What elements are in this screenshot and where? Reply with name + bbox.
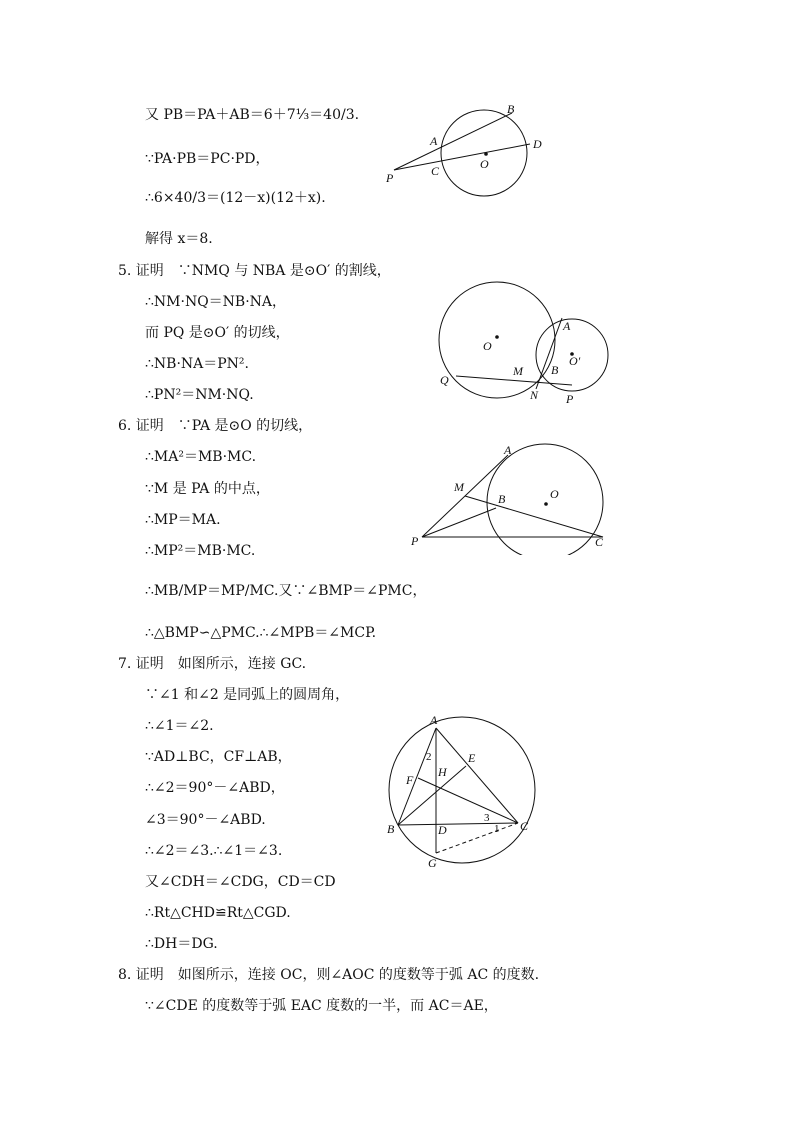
side-ab bbox=[398, 728, 436, 825]
label-o: O bbox=[550, 487, 559, 501]
text-line: ∵AD⊥BC，CF⊥AB， bbox=[145, 749, 292, 765]
text-line: ∴MP＝MA. bbox=[145, 512, 221, 528]
text-line: ∴∠2＝∠3.∴∠1＝∠3. bbox=[145, 843, 283, 859]
text-line: ∵PA·PB＝PC·PD， bbox=[145, 151, 270, 167]
text-line: ∴6×40/3＝(12－x)(12＋x). bbox=[145, 190, 326, 206]
text-line: ∵∠CDE 的度数等于弧 EAC 度数的一半，而 AC＝AE， bbox=[145, 998, 498, 1014]
secant-na bbox=[536, 318, 562, 389]
center-dot bbox=[544, 502, 548, 506]
label-h: H bbox=[438, 765, 447, 779]
label-a: A bbox=[430, 134, 438, 148]
label-p: P bbox=[566, 392, 574, 406]
text-line: 6. 证明 ∵PA 是⊙O 的切线， bbox=[118, 418, 313, 434]
label-b: B bbox=[507, 102, 515, 116]
text-line: ∴MA²＝MB·MC. bbox=[145, 449, 257, 465]
text-line: ∴Rt△CHD≌Rt△CGD. bbox=[145, 905, 291, 921]
label-g: G bbox=[428, 856, 437, 870]
altitude-cf bbox=[418, 778, 518, 823]
label-d: D bbox=[438, 823, 447, 837]
label-p: P bbox=[411, 534, 419, 548]
text-line: 解得 x＝8. bbox=[145, 231, 213, 247]
label-o: O bbox=[483, 339, 492, 353]
secant-mc bbox=[465, 496, 603, 537]
text-line: 5. 证明 ∵NMQ 与 NBA 是⊙O′ 的割线， bbox=[118, 263, 391, 279]
secant-pb bbox=[394, 113, 512, 170]
label-b: B bbox=[551, 363, 559, 377]
text-line: 又 PB＝PA＋AB＝6＋7⅓＝40/3. bbox=[145, 107, 360, 123]
text-line: ∴MB/MP＝MP/MC.又∵∠BMP＝∠PMC， bbox=[145, 583, 427, 599]
figure-1-svg bbox=[380, 95, 550, 205]
label-c: C bbox=[595, 535, 604, 549]
label-3: 3 bbox=[484, 812, 490, 824]
label-1: 1 bbox=[494, 823, 500, 835]
text-line: 而 PQ 是⊙O′ 的切线， bbox=[145, 325, 290, 341]
label-a: A bbox=[430, 713, 438, 727]
text-line: ∠3＝90°－∠ABD. bbox=[145, 812, 266, 828]
figure-4-svg bbox=[380, 710, 540, 875]
label-b: B bbox=[498, 492, 506, 506]
center-dot-o bbox=[495, 335, 499, 339]
label-a: A bbox=[563, 319, 571, 333]
side-ac bbox=[436, 728, 518, 823]
label-c: C bbox=[431, 164, 440, 178]
side-bc bbox=[398, 823, 518, 825]
label-o-prime: O′ bbox=[569, 354, 581, 368]
text-line: 又∠CDH＝∠CDG，CD＝CD bbox=[145, 874, 336, 890]
text-line: ∴△BMP∽△PMC.∴∠MPB＝∠MCP. bbox=[145, 625, 377, 641]
text-line: ∵∠1 和∠2 是同弧上的圆周角， bbox=[145, 687, 350, 703]
line-pb bbox=[422, 508, 496, 537]
label-e: E bbox=[468, 751, 476, 765]
label-2: 2 bbox=[426, 751, 432, 763]
figure-tangent-secant bbox=[405, 440, 620, 555]
text-line: ∴NB·NA＝PN². bbox=[145, 356, 249, 372]
text-line: ∴MP²＝MB·MC. bbox=[145, 543, 256, 559]
label-n: N bbox=[530, 388, 539, 402]
label-q: Q bbox=[440, 373, 449, 387]
figure-3-svg bbox=[405, 440, 620, 555]
circumcircle bbox=[389, 717, 535, 863]
figure-secant-circle bbox=[380, 95, 550, 205]
label-b: B bbox=[387, 822, 395, 836]
text-line: ∴DH＝DG. bbox=[145, 936, 218, 952]
label-d: D bbox=[533, 137, 542, 151]
label-p: P bbox=[386, 171, 394, 185]
label-m: M bbox=[454, 480, 464, 494]
text-line: ∵M 是 PA 的中点， bbox=[145, 481, 270, 497]
figure-2-svg bbox=[430, 275, 620, 410]
circle-o bbox=[439, 282, 555, 398]
text-line: ∴∠2＝90°－∠ABD， bbox=[145, 780, 285, 796]
figure-orthocenter-circle bbox=[380, 710, 540, 875]
label-c: C bbox=[520, 819, 529, 833]
center-dot bbox=[484, 152, 488, 156]
label-f: F bbox=[406, 773, 414, 787]
label-o: O bbox=[480, 157, 489, 171]
text-line: 8. 证明 如图所示，连接 OC，则∠AOC 的度数等于弧 AC 的度数. bbox=[118, 967, 540, 983]
text-line: 7. 证明 如图所示，连接 GC. bbox=[118, 656, 307, 672]
secant-pd bbox=[394, 144, 530, 170]
label-a: A bbox=[504, 443, 512, 457]
figure-two-circles bbox=[430, 275, 620, 410]
label-m: M bbox=[513, 364, 523, 378]
text-line: ∴∠1＝∠2. bbox=[145, 718, 214, 734]
text-line: ∴PN²＝NM·NQ. bbox=[145, 387, 254, 403]
text-line: ∴NM·NQ＝NB·NA， bbox=[145, 294, 287, 310]
